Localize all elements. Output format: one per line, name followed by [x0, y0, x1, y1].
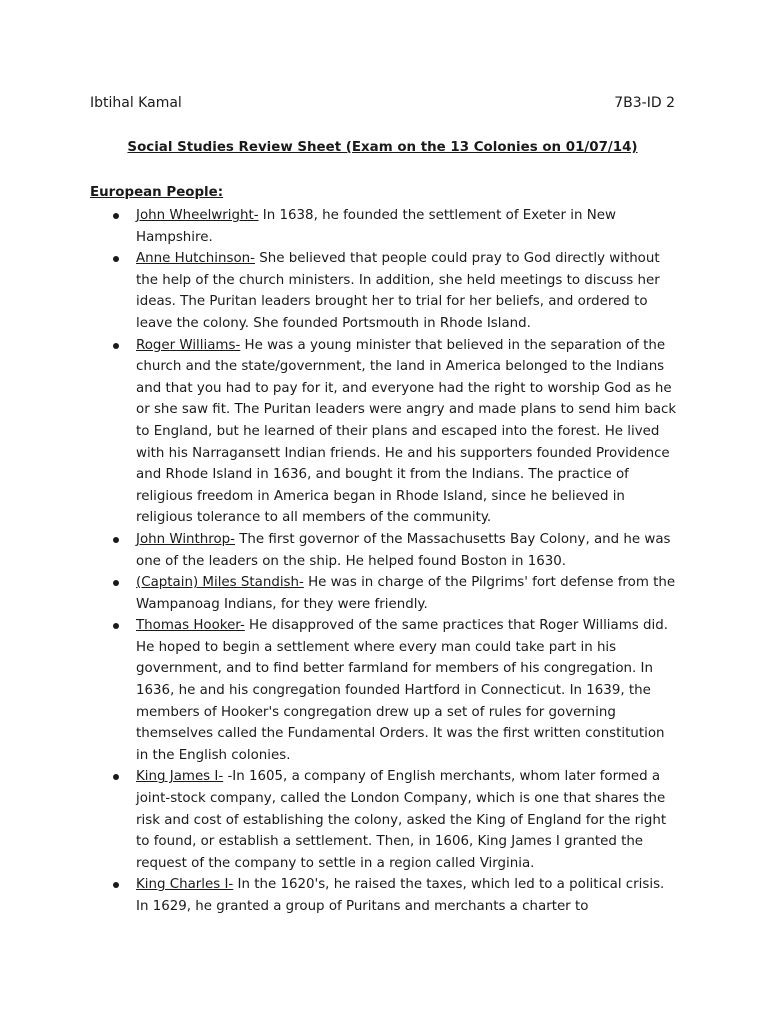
bullet-icon — [113, 343, 119, 349]
person-name: King James I- — [136, 769, 224, 785]
person-name: John Winthrop- — [136, 531, 235, 547]
list-item — [90, 766, 680, 874]
list-item — [90, 205, 680, 248]
person-description: In the 1620's, he raised the taxes, which led to a political crisis. In 1629, he granted a group of Puritans and merchants a charter to — [136, 877, 665, 914]
bullet-icon — [113, 623, 119, 629]
list-item — [90, 248, 680, 334]
people-list — [90, 205, 680, 918]
bullet-icon — [113, 580, 119, 586]
person-description: She believed that people could pray to God directly without the help of the church ministers. In addition, she held meetings to discuss her ideas. The Puritan leaders brought her to trial for her beliefs, and ordered to leave the colony. She founded Portsmouth in Rhode Island. — [136, 251, 660, 331]
person-name: Roger Williams- — [136, 337, 241, 353]
list-item — [90, 572, 680, 615]
bullet-icon — [113, 256, 119, 262]
section-heading: European People: — [90, 185, 224, 200]
author-name: Ibtihal Kamal — [90, 95, 182, 111]
person-name: King Charles I- — [136, 877, 234, 893]
person-description: In 1638, he founded the settlement of Exeter in New Hampshire. — [136, 208, 616, 245]
person-name: Anne Hutchinson- — [136, 251, 255, 267]
document-title: Social Studies Review Sheet (Exam on the 13 Colonies on 01/07/14) — [127, 140, 638, 155]
bullet-icon — [113, 774, 119, 780]
list-item — [90, 335, 680, 529]
person-description: -In 1605, a company of English merchants, whom later formed a joint-stock company, called the London Company, which is one that shares the risk and cost of establishing the colony, asked the King of England for the right to found, or establish a settlement. Then, in 1606, King James I granted the request of the company to settle in a region called Virginia. — [136, 769, 667, 871]
class-id: 7B3-ID 2 — [614, 95, 675, 111]
person-description: He disapproved of the same practices that Roger Williams did. He hoped to begin a settlement where every man could take part in his government, and to find better farmland for members of his congregation. In 1636, he and his congregation founded Hartford in Connecticut. In 1639, the members of Hooker's congregation drew up a set of rules for governing themselves called the Fundamental Orders. It was the first written constitution in the English colonies. — [136, 618, 668, 763]
person-name: Thomas Hooker- — [136, 618, 245, 634]
bullet-icon — [113, 213, 119, 219]
list-item — [90, 615, 680, 766]
list-item — [90, 529, 680, 572]
bullet-icon — [113, 882, 119, 888]
person-description: The first governor of the Massachusetts Bay Colony, and he was one of the leaders on the ship. He helped found Boston in 1630. — [136, 531, 671, 569]
list-item — [90, 874, 680, 917]
bullet-icon — [113, 537, 119, 543]
person-description: He was in charge of the Pilgrims' fort defense from the Wampanoag Indians, for they were friendly. — [136, 575, 676, 612]
person-name: (Captain) Miles Standish- — [136, 575, 304, 591]
person-name: John Wheelwright- — [136, 208, 259, 223]
person-description: He was a young minister that believed in the separation of the church and the state/government, the land in America belonged to the Indians and that you had to pay for it, and everyone had the right to worship God as he or she saw fit. The Puritan leaders were angry and made plans to send him back to England, but he learned of their plans and escaped into the forest. He lived with his Narragansett Indian friends. He and his supporters founded Providence and Rhode Island in 1636, and bought it from the Indians. The practice of religious freedom in America began in Rhode Island, since he believed in religious tolerance to all members of the community. — [136, 337, 677, 526]
document-header — [90, 93, 675, 113]
